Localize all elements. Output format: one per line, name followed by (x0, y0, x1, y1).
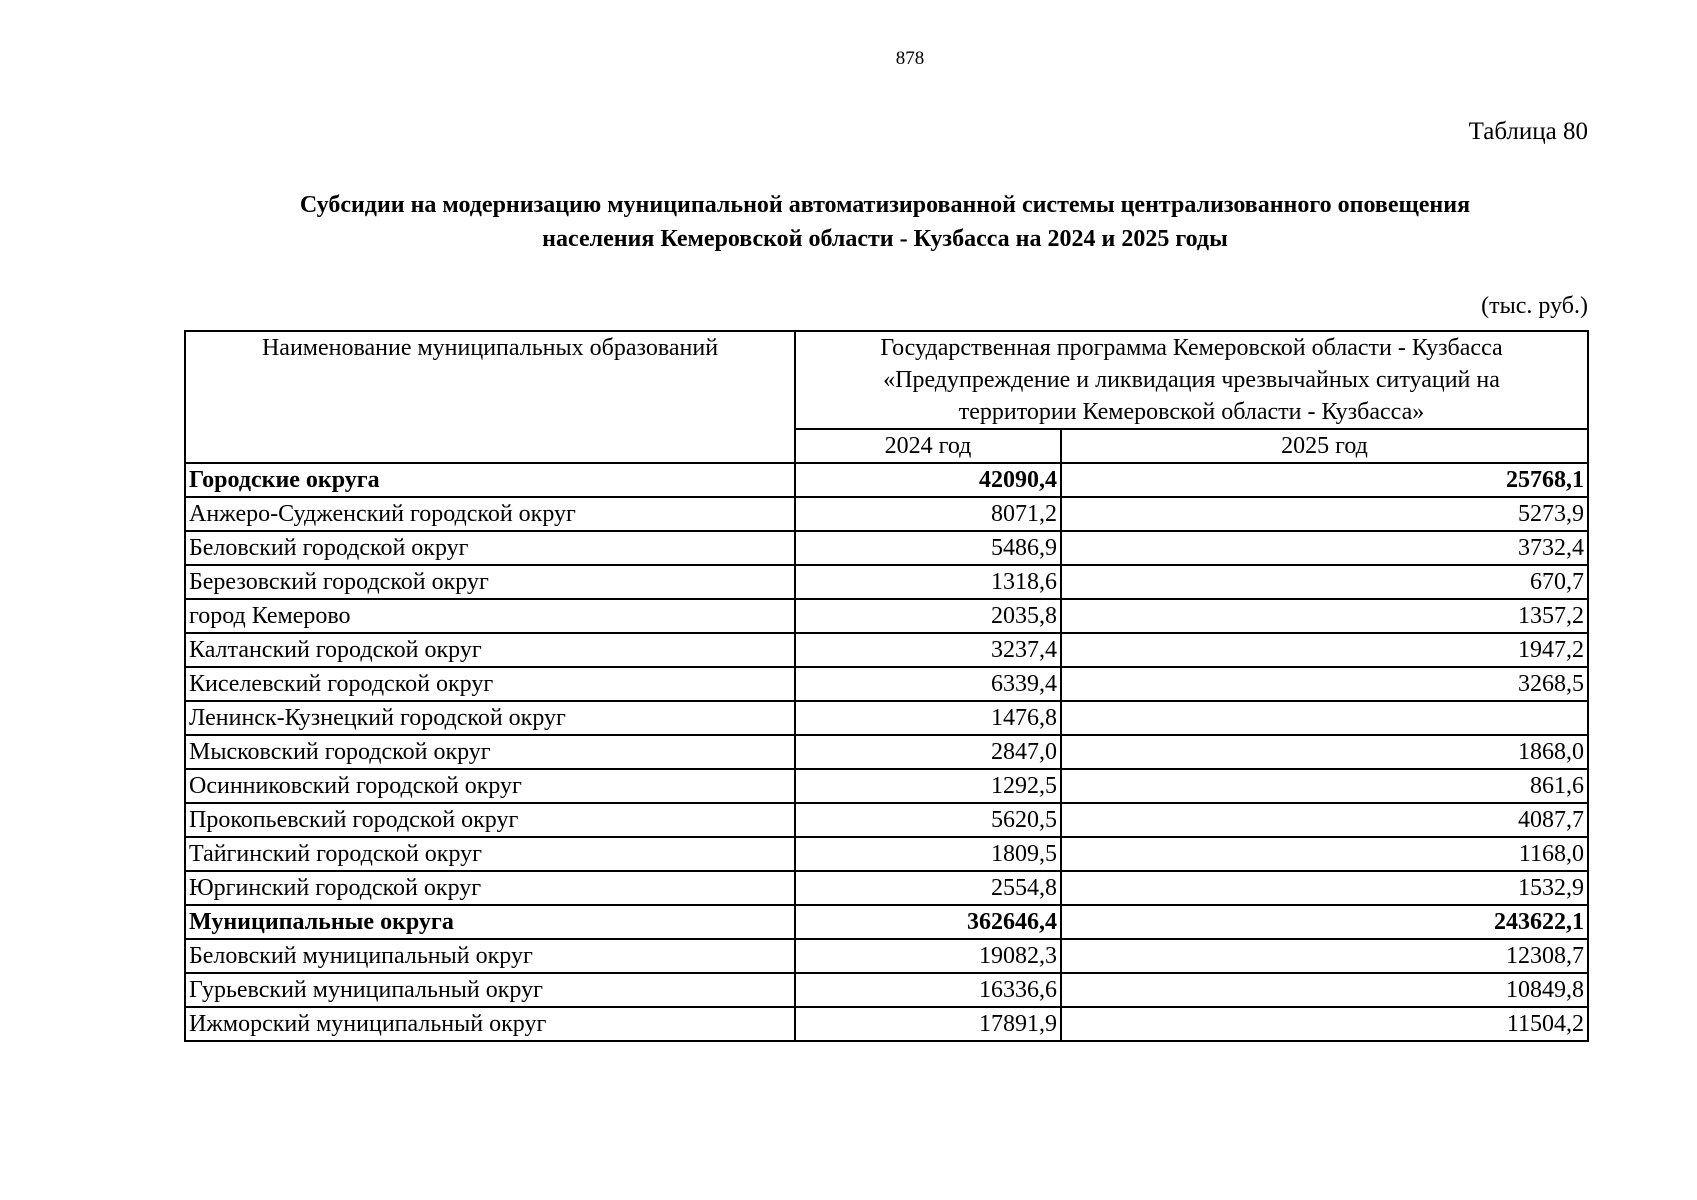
table-label: Таблица 80 (1468, 118, 1588, 145)
value-2024-cell: 2847,0 (795, 735, 1061, 769)
value-2025-cell: 5273,9 (1061, 497, 1588, 531)
municipality-name-cell: Осинниковский городской округ (185, 769, 795, 803)
table-row (185, 599, 1588, 633)
value-2025-cell: 1947,2 (1061, 633, 1588, 667)
header-year-2024: 2024 год (795, 429, 1061, 463)
subsidies-table (184, 330, 1589, 1042)
table-row (185, 769, 1588, 803)
value-2025-cell: 11504,2 (1061, 1007, 1588, 1041)
table-row (185, 701, 1588, 735)
header-row-1 (185, 331, 1588, 429)
value-2024-cell: 1292,5 (795, 769, 1061, 803)
value-2025-cell: 243622,1 (1061, 905, 1588, 939)
table-row (185, 735, 1588, 769)
table-row (185, 497, 1588, 531)
value-2024-cell: 362646,4 (795, 905, 1061, 939)
table-row (185, 1007, 1588, 1041)
municipality-name-cell: город Кемерово (185, 599, 795, 633)
value-2024-cell: 19082,3 (795, 939, 1061, 973)
value-2025-cell: 1532,9 (1061, 871, 1588, 905)
value-2024-cell: 2035,8 (795, 599, 1061, 633)
table-row (185, 939, 1588, 973)
municipality-name-cell: Калтанский городской округ (185, 633, 795, 667)
header-year-2025: 2025 год (1061, 429, 1588, 463)
table-row (185, 633, 1588, 667)
value-2025-cell: 1168,0 (1061, 837, 1588, 871)
value-2025-cell: 25768,1 (1061, 463, 1588, 497)
program-line-3: территории Кемеровской области - Кузбасса» (958, 399, 1425, 425)
value-2024-cell: 3237,4 (795, 633, 1061, 667)
municipality-name-cell: Муниципальные округа (185, 905, 795, 939)
municipality-name-cell: Ижморский муниципальный округ (185, 1007, 795, 1041)
title-line-1: Субсидии на модернизацию муниципальной автоматизированной системы централизованного оповещения (299, 192, 1471, 218)
table-group-row (185, 905, 1588, 939)
value-2024-cell: 5486,9 (795, 531, 1061, 565)
value-2025-cell (1061, 701, 1588, 735)
program-line-1: Государственная программа Кемеровской области - Кузбасса (880, 335, 1503, 361)
value-2025-cell: 3732,4 (1061, 531, 1588, 565)
municipality-name-cell: Анжеро-Судженский городской округ (185, 497, 795, 531)
table-group-row (185, 463, 1588, 497)
header-program (795, 331, 1588, 429)
table-body (185, 463, 1588, 1041)
value-2024-cell: 17891,9 (795, 1007, 1061, 1041)
municipality-name-cell: Гурьевский муниципальный округ (185, 973, 795, 1007)
table-row (185, 667, 1588, 701)
municipality-name-cell: Прокопьевский городской округ (185, 803, 795, 837)
page-number: 878 (895, 48, 925, 69)
document-title (200, 188, 1570, 256)
table-row (185, 837, 1588, 871)
value-2024-cell: 6339,4 (795, 667, 1061, 701)
value-2024-cell: 8071,2 (795, 497, 1061, 531)
value-2025-cell: 3268,5 (1061, 667, 1588, 701)
header-municipality-name: Наименование муниципальных образований (185, 331, 795, 463)
municipality-name-cell: Мысковский городской округ (185, 735, 795, 769)
table-row (185, 565, 1588, 599)
municipality-name-cell: Городские округа (185, 463, 795, 497)
value-2025-cell: 4087,7 (1061, 803, 1588, 837)
municipality-name-cell: Киселевский городской округ (185, 667, 795, 701)
value-2024-cell: 16336,6 (795, 973, 1061, 1007)
municipality-name-cell: Беловский муниципальный округ (185, 939, 795, 973)
value-2025-cell: 12308,7 (1061, 939, 1588, 973)
municipality-name-cell: Юргинский городской округ (185, 871, 795, 905)
municipality-name-cell: Березовский городской округ (185, 565, 795, 599)
municipality-name-cell: Беловский городской округ (185, 531, 795, 565)
municipality-name-cell: Ленинск-Кузнецкий городской округ (185, 701, 795, 735)
value-2024-cell: 1318,6 (795, 565, 1061, 599)
value-2025-cell: 1868,0 (1061, 735, 1588, 769)
table-row (185, 871, 1588, 905)
value-2024-cell: 5620,5 (795, 803, 1061, 837)
value-2025-cell: 10849,8 (1061, 973, 1588, 1007)
value-2025-cell: 670,7 (1061, 565, 1588, 599)
municipality-name-cell: Тайгинский городской округ (185, 837, 795, 871)
table-row (185, 531, 1588, 565)
value-2025-cell: 861,6 (1061, 769, 1588, 803)
value-2025-cell: 1357,2 (1061, 599, 1588, 633)
units-note: (тыс. руб.) (1481, 293, 1588, 319)
value-2024-cell: 2554,8 (795, 871, 1061, 905)
table-row (185, 803, 1588, 837)
program-line-2: «Предупреждение и ликвидация чрезвычайных ситуаций на (883, 367, 1500, 393)
value-2024-cell: 1809,5 (795, 837, 1061, 871)
title-line-2: населения Кемеровской области - Кузбасса на 2024 и 2025 годы (542, 226, 1228, 252)
table-header (185, 331, 1588, 463)
value-2024-cell: 1476,8 (795, 701, 1061, 735)
value-2024-cell: 42090,4 (795, 463, 1061, 497)
table-row (185, 973, 1588, 1007)
